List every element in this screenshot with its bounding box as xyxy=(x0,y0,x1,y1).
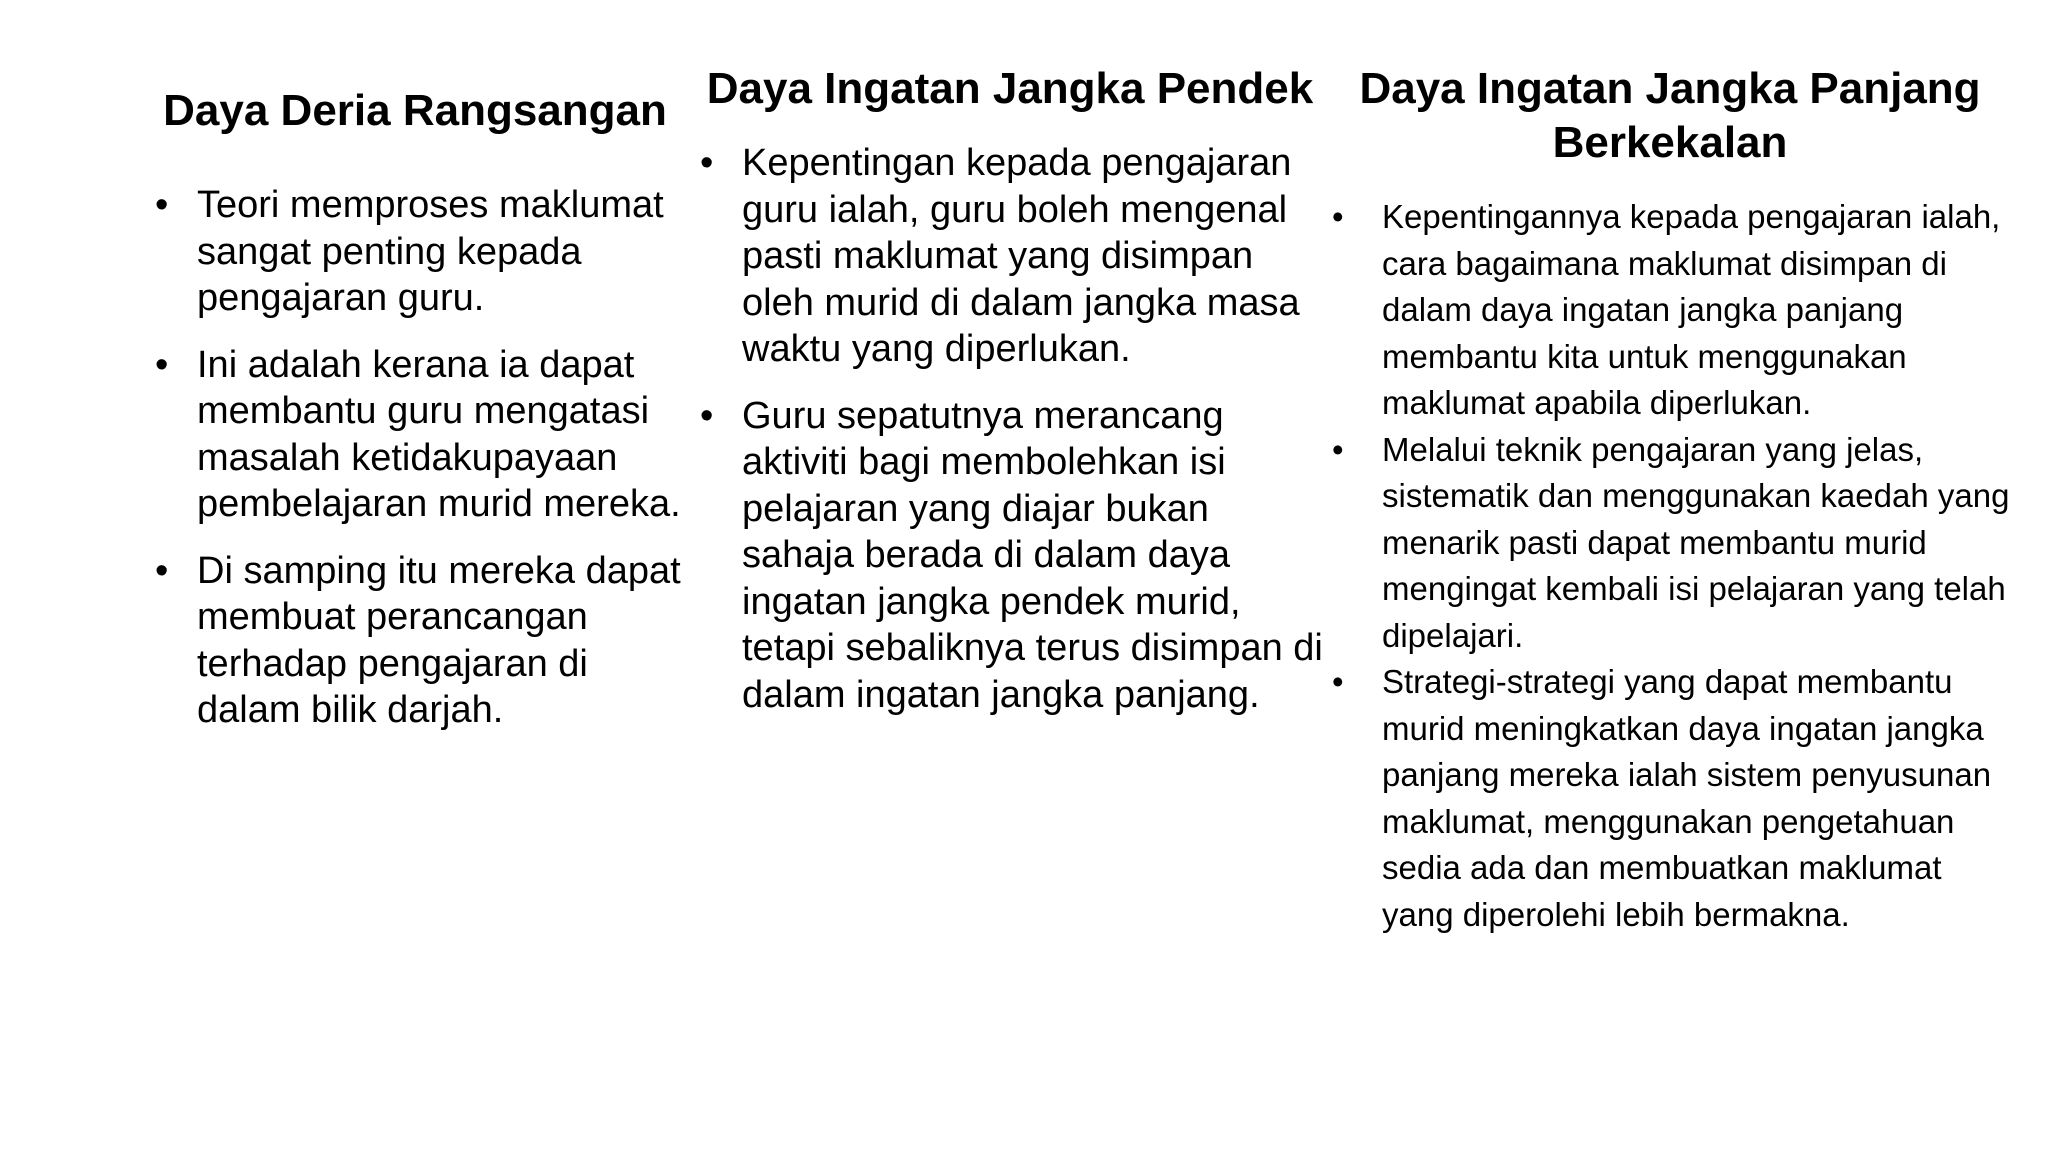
list-item xyxy=(145,548,685,734)
bullet-list xyxy=(145,182,685,734)
list-item-text: Teori memproses maklumat sangat penting kepada pengajaran guru. xyxy=(197,184,664,319)
list-item xyxy=(145,342,685,528)
column-daya-deria-rangsangan xyxy=(145,84,685,754)
list-item-text: Melalui teknik pengajaran yang jelas, sistematik dan menggunakan kaedah yang menarik pasti dapat membantu murid mengingat kembali isi pelajaran yang telah dipelajari. xyxy=(1382,430,2010,654)
column-daya-ingatan-jangka-pendek xyxy=(690,62,1330,738)
list-item xyxy=(690,140,1330,373)
column-daya-ingatan-jangka-panjang xyxy=(1320,62,2020,938)
bullet-icon: • xyxy=(155,343,169,386)
list-item xyxy=(1320,659,2020,938)
bullet-icon: • xyxy=(155,549,169,592)
list-item xyxy=(145,182,685,322)
list-item xyxy=(1320,194,2020,427)
bullet-icon: • xyxy=(1332,198,1344,235)
bullet-list xyxy=(1320,194,2020,938)
bullet-icon: • xyxy=(155,184,169,226)
column-heading: Daya Ingatan Jangka Pendek xyxy=(706,64,1314,113)
bullet-icon: • xyxy=(1332,430,1344,468)
list-item-text: Kepentingan kepada pengajaran guru ialah, guru boleh mengenal pasti maklumat yang disimpan oleh murid di dalam jangka masa waktu yang diperlukan. xyxy=(742,142,1300,370)
column-heading: Daya Ingatan Jangka Panjang Berkekalan xyxy=(1359,64,1981,167)
list-item-text: Guru sepatutnya merancang aktiviti bagi membolehkan isi pelajaran yang diajar bukan sahaja berada di dalam daya ingatan jangka pendek murid, tetapi sebaliknya terus disimpan di dalam ingatan jangka panjang. xyxy=(742,394,1323,716)
list-item-text: Kepentingannya kepada pengajaran ialah, cara bagaimana maklumat disimpan di dalam daya ingatan jangka panjang membantu kita untuk menggunakan maklumat apabila diperlukan. xyxy=(1382,198,2001,421)
list-item-text: Ini adalah kerana ia dapat membantu guru mengatasi masalah ketidakupayaan pembelajaran murid mereka. xyxy=(197,343,681,525)
list-item xyxy=(690,393,1330,719)
bullet-list xyxy=(690,140,1330,718)
column-heading: Daya Deria Rangsangan xyxy=(163,86,667,135)
bullet-icon: • xyxy=(700,394,714,437)
list-item xyxy=(1320,427,2020,660)
bullet-icon: • xyxy=(1332,663,1344,700)
list-item-text: Strategi-strategi yang dapat membantu murid meningkatkan daya ingatan jangka panjang mereka ialah sistem penyusunan maklumat, menggunakan pengetahuan sedia ada dan membuatkan maklumat yang diperolehi lebih bermakna. xyxy=(1382,663,1992,933)
bullet-icon: • xyxy=(700,142,714,184)
list-item-text: Di samping itu mereka dapat membuat perancangan terhadap pengajaran di dalam bilik darjah. xyxy=(197,549,681,731)
